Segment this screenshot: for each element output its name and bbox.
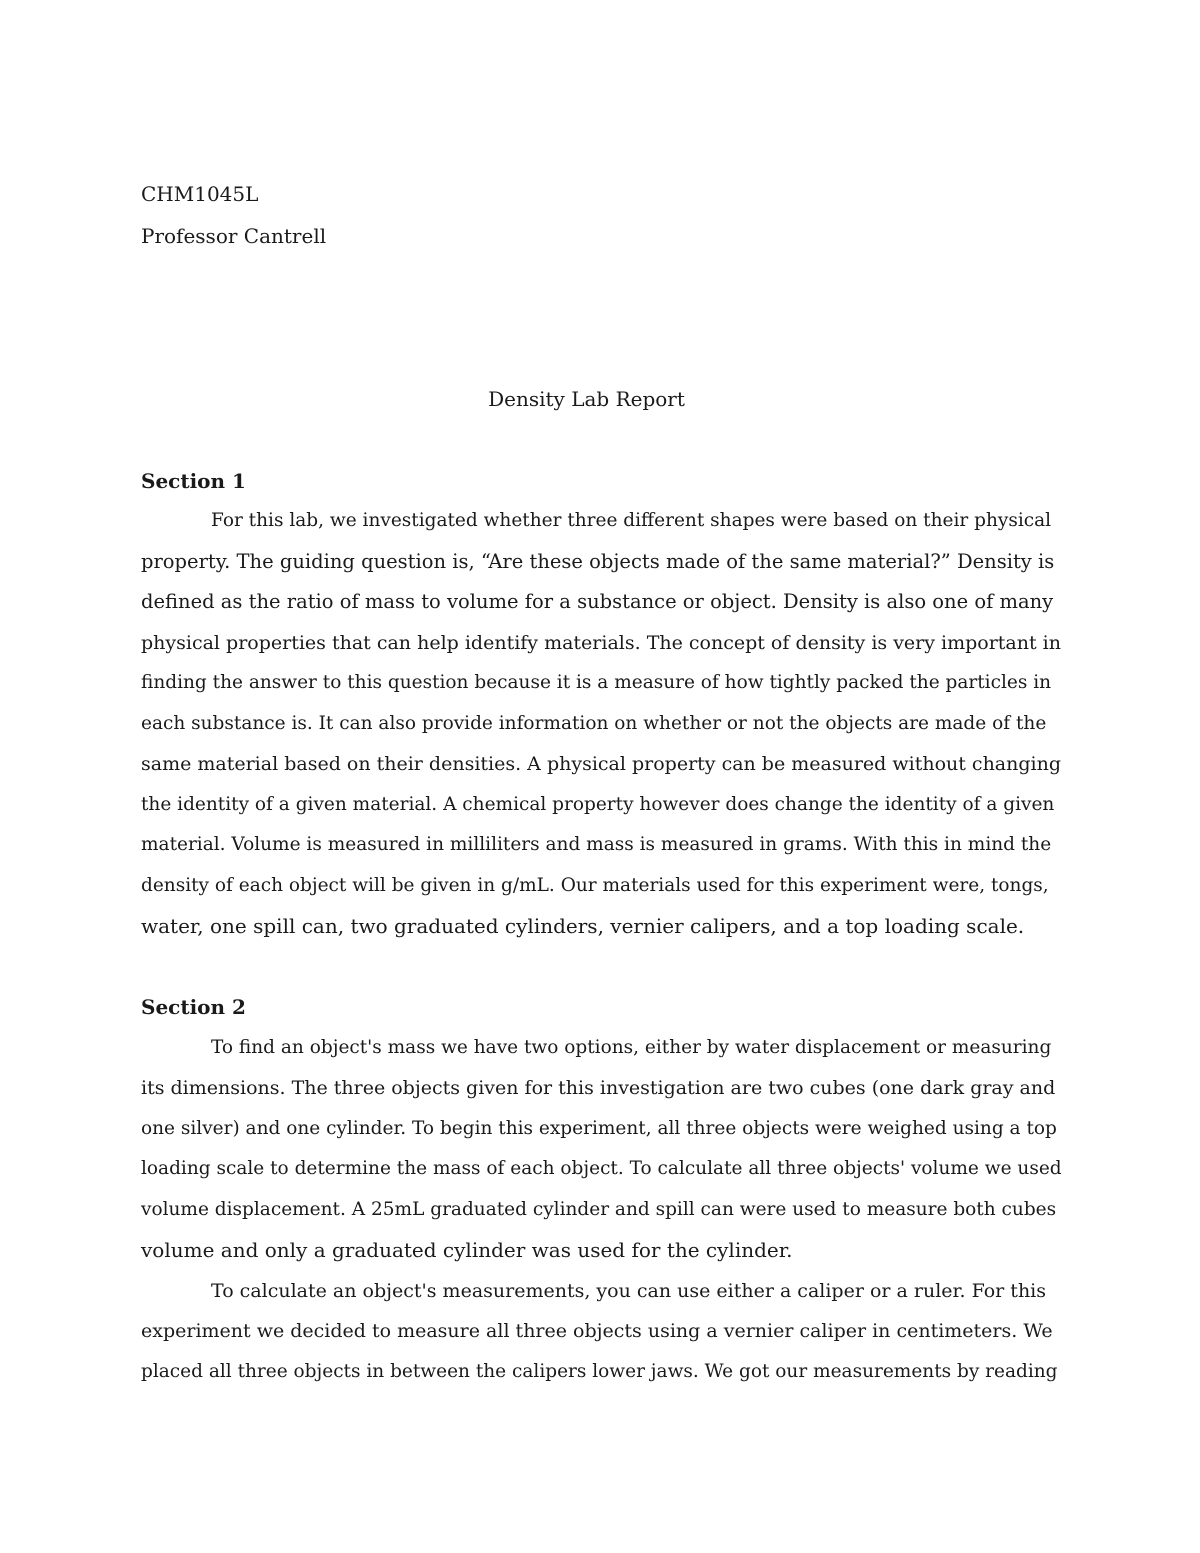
paragraph-line: property. The guiding question is, “Are these objects made of the same material?” Density is <box>141 550 1055 573</box>
paragraph-line: volume displacement. A 25mL graduated cylinder and spill can were used to measure both cubes <box>141 1199 1057 1220</box>
paragraph-line: each substance is. It can also provide information on whether or not the objects are made of the <box>141 713 1047 734</box>
paragraph-line: same material based on their densities. A physical property can be measured without changing <box>141 753 1062 775</box>
paragraph-line: For this lab, we investigated whether three different shapes were based on their physical <box>211 510 1052 531</box>
paragraph-line: experiment we decided to measure all three objects using a vernier caliper in centimeters. We <box>141 1320 1053 1342</box>
paragraph-line: placed all three objects in between the calipers lower jaws. We got our measurements by reading <box>141 1361 1058 1382</box>
course-code: CHM1045L <box>141 182 259 206</box>
paragraph-line: To find an object's mass we have two options, either by water displacement or measuring <box>211 1037 1052 1058</box>
paragraph-line: its dimensions. The three objects given for this investigation are two cubes (one dark gray and <box>141 1077 1056 1099</box>
paragraph-line: material. Volume is measured in milliliters and mass is measured in grams. With this in mind the <box>141 834 1052 855</box>
paragraph-line: the identity of a given material. A chemical property however does change the identity of a given <box>141 794 1055 815</box>
paragraph-line: physical properties that can help identify materials. The concept of density is very important in <box>141 632 1061 654</box>
paragraph-line: To calculate an object's measurements, you can use either a caliper or a ruler. For this <box>211 1280 1047 1302</box>
paragraph-line: volume and only a graduated cylinder was used for the cylinder. <box>141 1238 793 1262</box>
section-1-heading: Section 1 <box>141 469 246 493</box>
section-2-heading: Section 2 <box>141 995 246 1019</box>
paragraph-line: finding the answer to this question because it is a measure of how tightly packed the particles in <box>141 672 1052 693</box>
paragraph-line: defined as the ratio of mass to volume for a substance or object. Density is also one of many <box>141 590 1054 613</box>
paragraph-line: water, one spill can, two graduated cylinders, vernier calipers, and a top loading scale. <box>141 914 1025 938</box>
report-title: Density Lab Report <box>488 387 685 411</box>
paragraph-line: one silver) and one cylinder. To begin this experiment, all three objects were weighed using a top <box>141 1118 1057 1139</box>
paragraph-line: density of each object will be given in g/mL. Our materials used for this experiment were, tongs, <box>141 875 1049 896</box>
paragraph-line: loading scale to determine the mass of each object. To calculate all three objects' volume we used <box>141 1158 1062 1179</box>
professor-name: Professor Cantrell <box>141 224 327 248</box>
